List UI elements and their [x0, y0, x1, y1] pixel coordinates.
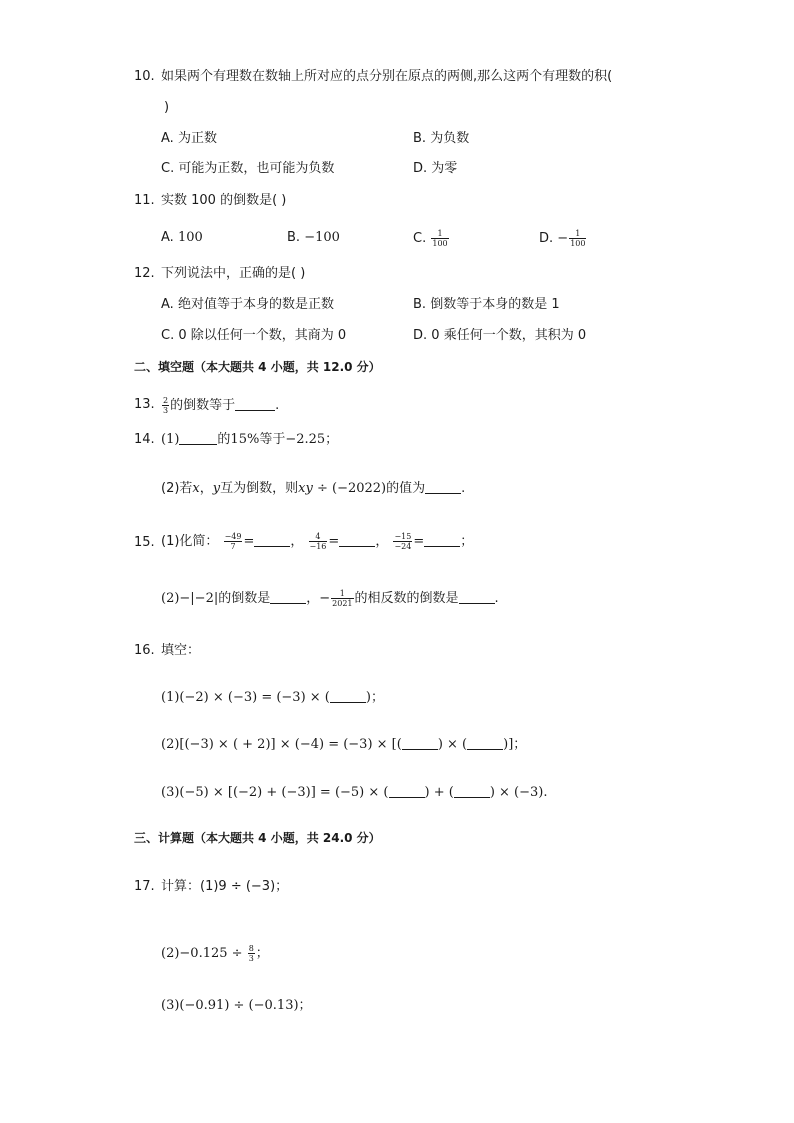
minus-sign: −	[557, 231, 569, 246]
answer-blank[interactable]	[254, 534, 290, 547]
fraction	[162, 396, 169, 415]
part-body: 互为倒数，则	[220, 481, 299, 496]
question-12-option-a	[161, 296, 334, 314]
part-label: (2)−|−2|的倒数是	[161, 591, 271, 606]
fraction-3	[393, 532, 412, 551]
option-label: A.	[161, 131, 174, 146]
part-label: (1)	[161, 432, 180, 447]
question-10-number: 10.	[134, 69, 155, 84]
semicolon: ；	[460, 534, 474, 549]
answer-blank[interactable]	[389, 785, 425, 798]
equals-sign: =	[328, 534, 340, 549]
option-label: B.	[287, 230, 301, 245]
part-label: (2)若	[161, 481, 193, 496]
option-text: 为正数	[177, 131, 217, 146]
denominator: 7	[230, 542, 236, 551]
option-text: 0 乘任何一个数，其积为 0	[431, 328, 587, 343]
question-10-option-c	[161, 160, 334, 178]
option-label: B.	[413, 297, 427, 312]
denominator: 100	[432, 239, 448, 248]
denominator: −16	[309, 542, 327, 551]
question-15-number: 15.	[134, 535, 155, 550]
answer-blank[interactable]	[339, 534, 375, 547]
answer-blank[interactable]	[235, 398, 275, 411]
fraction	[331, 589, 353, 608]
fraction	[569, 229, 586, 248]
option-label: C.	[161, 328, 175, 343]
expression-mid: ) × (	[437, 737, 468, 752]
expression-end: ) × (−3).	[489, 785, 548, 800]
denominator: 3	[163, 406, 169, 415]
numerator: −15	[394, 532, 412, 541]
question-17-part-1: 计算：(1)9 ÷ (−3)；	[161, 879, 289, 894]
option-label: B.	[413, 131, 427, 146]
option-text: 绝对值等于本身的数是正数	[177, 297, 334, 312]
question-10-stem-end: )	[164, 100, 170, 115]
expression-end: )]；	[503, 737, 527, 752]
denominator: −24	[394, 542, 412, 551]
answer-blank[interactable]	[424, 534, 460, 547]
question-16-number: 16.	[134, 643, 155, 658]
option-label: A.	[161, 230, 174, 245]
numerator: −49	[224, 532, 242, 541]
numerator: 8	[248, 944, 254, 953]
denominator: 3	[248, 954, 254, 963]
separator: ，−	[306, 591, 331, 606]
semicolon: ；	[255, 946, 269, 961]
question-16-part-1	[161, 689, 384, 707]
answer-blank[interactable]	[425, 481, 461, 494]
part-label: (1)化简：	[161, 534, 219, 549]
option-label: C.	[161, 161, 175, 176]
question-12-option-c	[161, 327, 346, 345]
answer-blank[interactable]	[467, 737, 503, 750]
expression: (2)−0.125 ÷	[161, 946, 247, 961]
question-15-part-1	[161, 532, 473, 551]
question-12-option-b	[413, 296, 560, 314]
option-label: C.	[413, 231, 427, 246]
option-text: 100	[177, 230, 203, 245]
question-14-part-1	[161, 431, 338, 449]
section-3-heading: 三、计算题（本大题共 4 小题，共 24.0 分）	[134, 831, 381, 845]
expression: (1)(−2) × (−3) = (−3) × (	[161, 690, 330, 705]
fraction	[248, 944, 255, 963]
equals-sign: =	[413, 534, 425, 549]
part-body: 的15%等于−2.25；	[217, 432, 339, 447]
question-10-option-a	[161, 130, 217, 148]
question-10-option-d	[413, 160, 457, 178]
option-label: D.	[539, 231, 554, 246]
expression-end: )；	[365, 690, 384, 705]
answer-blank[interactable]	[270, 591, 306, 604]
question-16-stem: 填空：	[161, 643, 201, 658]
numerator: 1	[331, 589, 353, 599]
question-13-number: 13.	[134, 397, 155, 412]
answer-blank[interactable]	[454, 785, 490, 798]
numerator: 1	[569, 229, 586, 239]
variable-x: x	[192, 481, 200, 496]
question-13-body: 的倒数等于	[170, 398, 236, 413]
question-11-option-c	[413, 229, 450, 248]
option-text: 为零	[431, 161, 458, 176]
option-text: −100	[304, 230, 340, 245]
question-11-number: 11.	[134, 193, 155, 208]
numerator: 2	[163, 396, 169, 405]
option-label: A.	[161, 297, 174, 312]
question-11-option-b	[287, 229, 340, 247]
question-15-part-2	[161, 589, 499, 608]
option-label: D.	[413, 161, 428, 176]
expression-mid: ) + (	[424, 785, 454, 800]
answer-blank[interactable]	[402, 737, 438, 750]
denominator: 2021	[332, 599, 353, 608]
expression: (2)[(−3) × ( + 2)] × (−4) = (−3) × [(	[161, 737, 402, 752]
question-14-number: 14.	[134, 432, 155, 447]
section-2-heading: 二、填空题（本大题共 4 小题，共 12.0 分）	[134, 360, 381, 374]
period: .	[275, 398, 280, 413]
option-text: 可能为正数，也可能为负数	[178, 161, 335, 176]
question-10-stem: 如果两个有理数在数轴上所对应的点分别在原点的两侧,那么这两个有理数的积(	[161, 69, 613, 84]
question-17-number: 17.	[134, 879, 155, 894]
question-12-option-d	[413, 327, 586, 345]
option-text: 0 除以任何一个数，其商为 0	[178, 328, 347, 343]
option-label: D.	[413, 328, 428, 343]
question-11-option-d	[539, 229, 587, 248]
separator: ，	[199, 481, 213, 496]
question-12-stem: 下列说法中，正确的是( )	[161, 266, 306, 281]
comma: ，	[375, 534, 389, 549]
question-16-part-2	[161, 736, 526, 754]
question-17-part-2	[161, 944, 269, 963]
question-11-stem: 实数 100 的倒数是( )	[161, 193, 287, 208]
expression: ÷ (−2022)的值为	[312, 481, 426, 496]
question-14-part-2	[161, 480, 465, 498]
expression: (3)(−5) × [(−2) + (−3)] = (−5) × (	[161, 785, 389, 800]
part-body: 的相反数的倒数是	[354, 591, 459, 606]
equals-sign: =	[243, 534, 255, 549]
answer-blank[interactable]	[459, 591, 495, 604]
period: .	[494, 591, 499, 606]
fraction-1	[224, 532, 243, 551]
comma: ，	[290, 534, 304, 549]
numerator: 1	[431, 229, 448, 239]
question-10-option-b	[413, 130, 469, 148]
option-text: 为负数	[430, 131, 470, 146]
numerator: 4	[309, 532, 328, 542]
question-12-number: 12.	[134, 266, 155, 281]
period: .	[461, 481, 466, 496]
option-text: 倒数等于本身的数是 1	[430, 297, 560, 312]
answer-blank[interactable]	[330, 690, 366, 703]
question-13-text	[161, 396, 279, 415]
question-17-part-3: (3)(−0.91) ÷ (−0.13)；	[161, 998, 312, 1013]
variable-y: y	[212, 481, 221, 496]
answer-blank[interactable]	[179, 432, 217, 445]
question-11-option-a	[161, 229, 203, 247]
fraction	[431, 229, 448, 248]
fraction-2	[309, 532, 328, 551]
denominator: 100	[570, 239, 586, 248]
question-16-part-3	[161, 784, 547, 802]
variable-xy: xy	[298, 481, 313, 496]
